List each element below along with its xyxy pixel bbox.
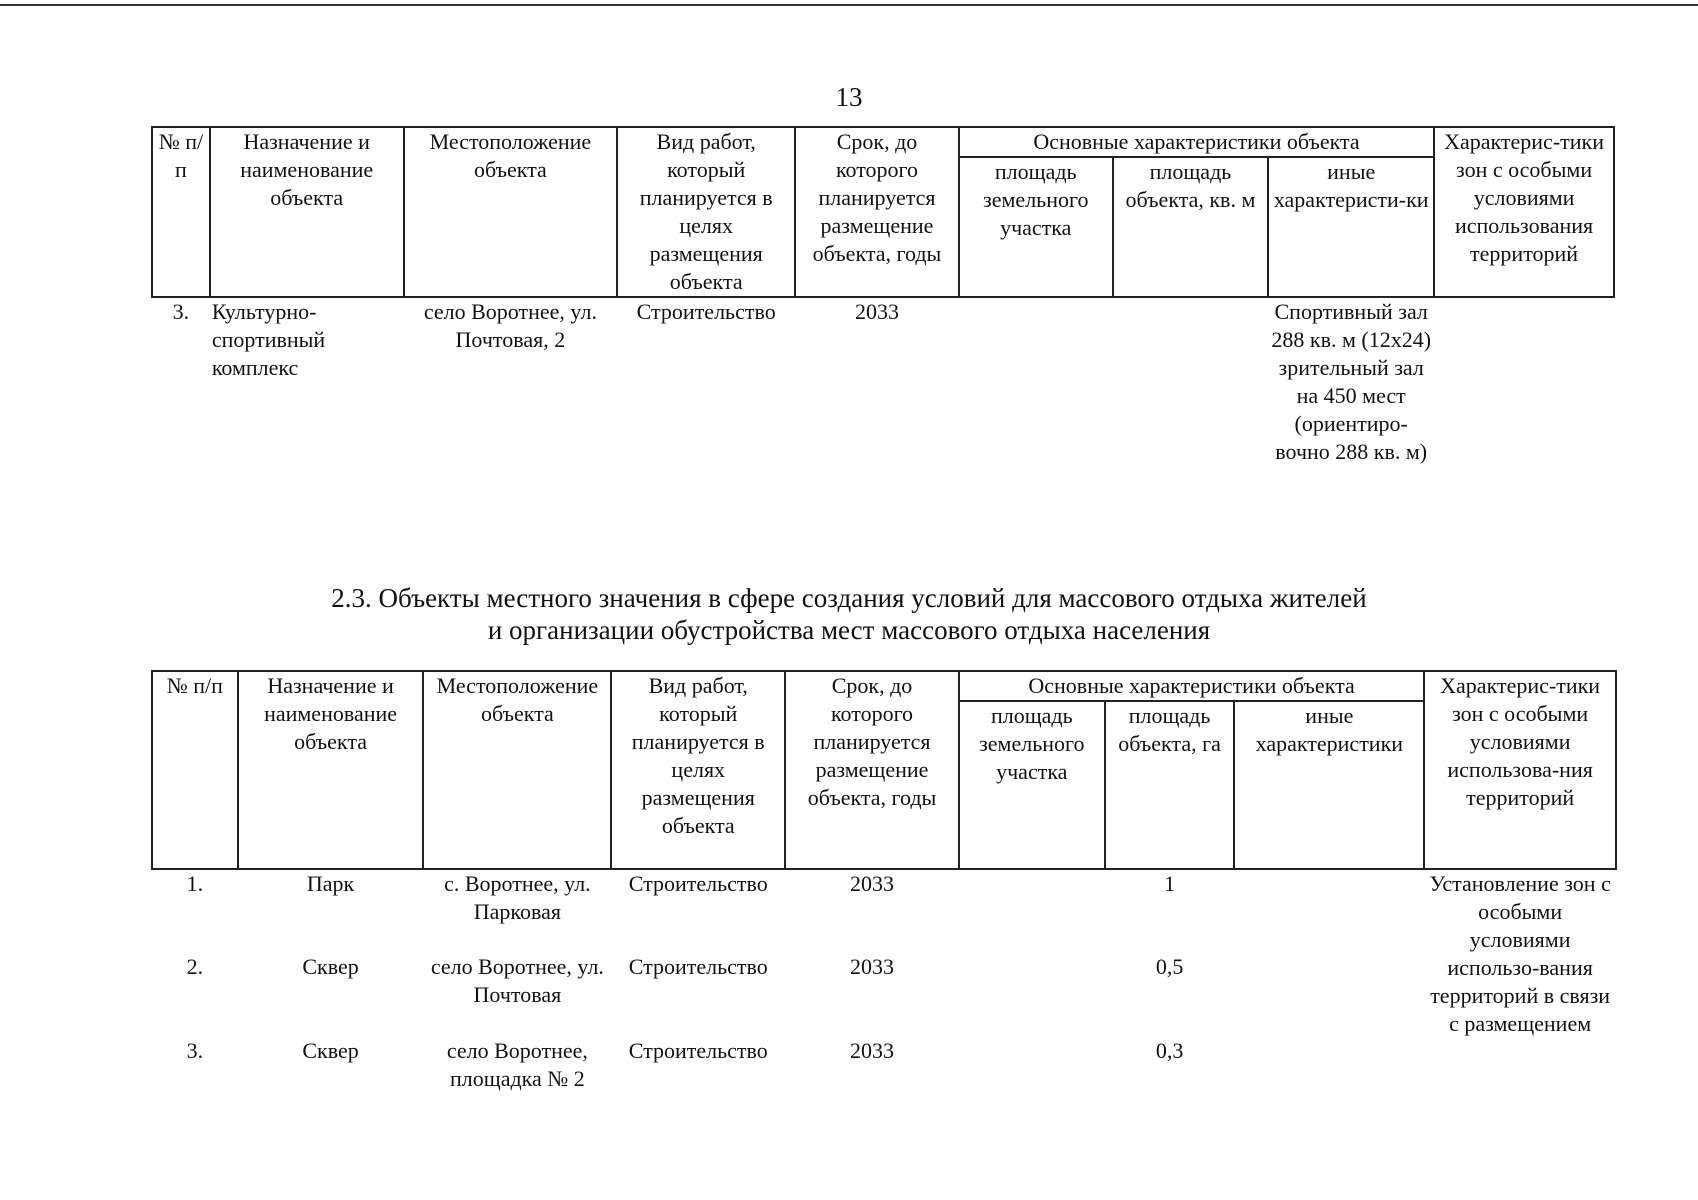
section-heading-line-1: 2.3. Объекты местного значения в сфере создания условий для массового отдыха жителей — [331, 583, 1367, 613]
top-border-line — [0, 4, 1698, 6]
cell-deadline: 2033 — [850, 871, 895, 896]
cell-other-characteristics — [1234, 869, 1424, 953]
header-deadline: Срок, до которого планируется размещение объекта, годы — [795, 127, 959, 297]
cell-land-area — [959, 1037, 1105, 1121]
cell-land-area — [959, 953, 1105, 1037]
header-location: Местоположение объекта — [423, 671, 611, 869]
table-row — [152, 1037, 1616, 1121]
header-object-area: площадь объекта, га — [1105, 701, 1235, 869]
header-main-characteristics: Основные характеристики объекта — [959, 671, 1424, 701]
cell-object-area: 0,3 — [1155, 1038, 1184, 1063]
cell-work-type: Строительство — [628, 871, 768, 896]
cell-object-area: 1 — [1164, 871, 1176, 896]
cell-location: с. Воротнее, ул. Парковая — [444, 871, 591, 924]
cell-other-characteristics — [1234, 953, 1424, 1037]
cell-object-area: 0,5 — [1155, 954, 1184, 979]
table-objects-culture-sport — [151, 126, 1615, 466]
cell-work-type: Строительство — [636, 299, 776, 324]
cell-num: 3. — [186, 1038, 204, 1063]
cell-location: село Воротнее, площадка № 2 — [446, 1038, 588, 1091]
cell-purpose: Культурно-спортивный комплекс — [211, 299, 326, 380]
header-object-area: площадь объекта, кв. м — [1113, 157, 1269, 297]
table-row — [152, 953, 1616, 1037]
header-num: № п/п — [152, 671, 238, 869]
cell-deadline: 2033 — [850, 1038, 895, 1063]
table-objects-recreation — [151, 670, 1617, 1121]
cell-purpose: Сквер — [302, 1038, 359, 1063]
section-heading — [0, 582, 1698, 646]
cell-deadline: 2033 — [850, 954, 895, 979]
cell-location: село Воротнее, ул. Почтовая — [430, 954, 604, 1007]
header-num: № п/п — [152, 127, 210, 297]
header-zones: Характерис-тики зон с особыми условиями использования территорий — [1434, 127, 1614, 297]
header-other-characteristics: иные характеристики — [1234, 701, 1424, 869]
header-land-area: площадь земельного участка — [959, 157, 1113, 297]
header-main-characteristics: Основные характеристики объекта — [959, 127, 1434, 157]
header-other-characteristics: иные характеристи-ки — [1268, 157, 1434, 297]
header-location: Местоположение объекта — [404, 127, 618, 297]
cell-object-area — [1113, 297, 1269, 466]
header-deadline: Срок, до которого планируется размещение объекта, годы — [785, 671, 959, 869]
cell-zones — [1434, 297, 1614, 466]
header-zones: Характерис-тики зон с особыми условиями использова-ния территорий — [1424, 671, 1616, 869]
cell-num: 3. — [172, 299, 190, 324]
header-purpose: Назначение и наименование объекта — [210, 127, 404, 297]
cell-purpose: Сквер — [302, 954, 359, 979]
header-purpose: Назначение и наименование объекта — [238, 671, 424, 869]
cell-work-type: Строительство — [628, 1038, 768, 1063]
cell-other-characteristics: Спортивный зал 288 кв. м (12х24) зрительный зал на 450 мест (ориентиро-вочно 288 кв. м) — [1271, 299, 1432, 464]
cell-num: 1. — [186, 871, 204, 896]
cell-work-type: Строительство — [628, 954, 768, 979]
header-work-type: Вид работ, который планируется в целях размещения объекта — [617, 127, 795, 297]
header-work-type: Вид работ, который планируется в целях размещения объекта — [611, 671, 785, 869]
cell-land-area — [959, 297, 1113, 466]
cell-land-area — [959, 869, 1105, 953]
page-number: 13 — [835, 82, 863, 112]
section-heading-line-2: и организации обустройства мест массового отдыха населения — [487, 615, 1211, 645]
cell-location: село Воротнее, ул. Почтовая, 2 — [423, 299, 597, 352]
header-land-area: площадь земельного участка — [959, 701, 1105, 869]
cell-deadline: 2033 — [854, 299, 899, 324]
table-row — [152, 297, 1614, 466]
cell-other-characteristics — [1234, 1037, 1424, 1121]
cell-purpose: Парк — [306, 871, 355, 896]
cell-zones-merged: Установление зон с особыми условиями использо-вания территорий в связи с размещением — [1429, 871, 1611, 1036]
cell-num: 2. — [186, 954, 204, 979]
table-row — [152, 869, 1616, 953]
